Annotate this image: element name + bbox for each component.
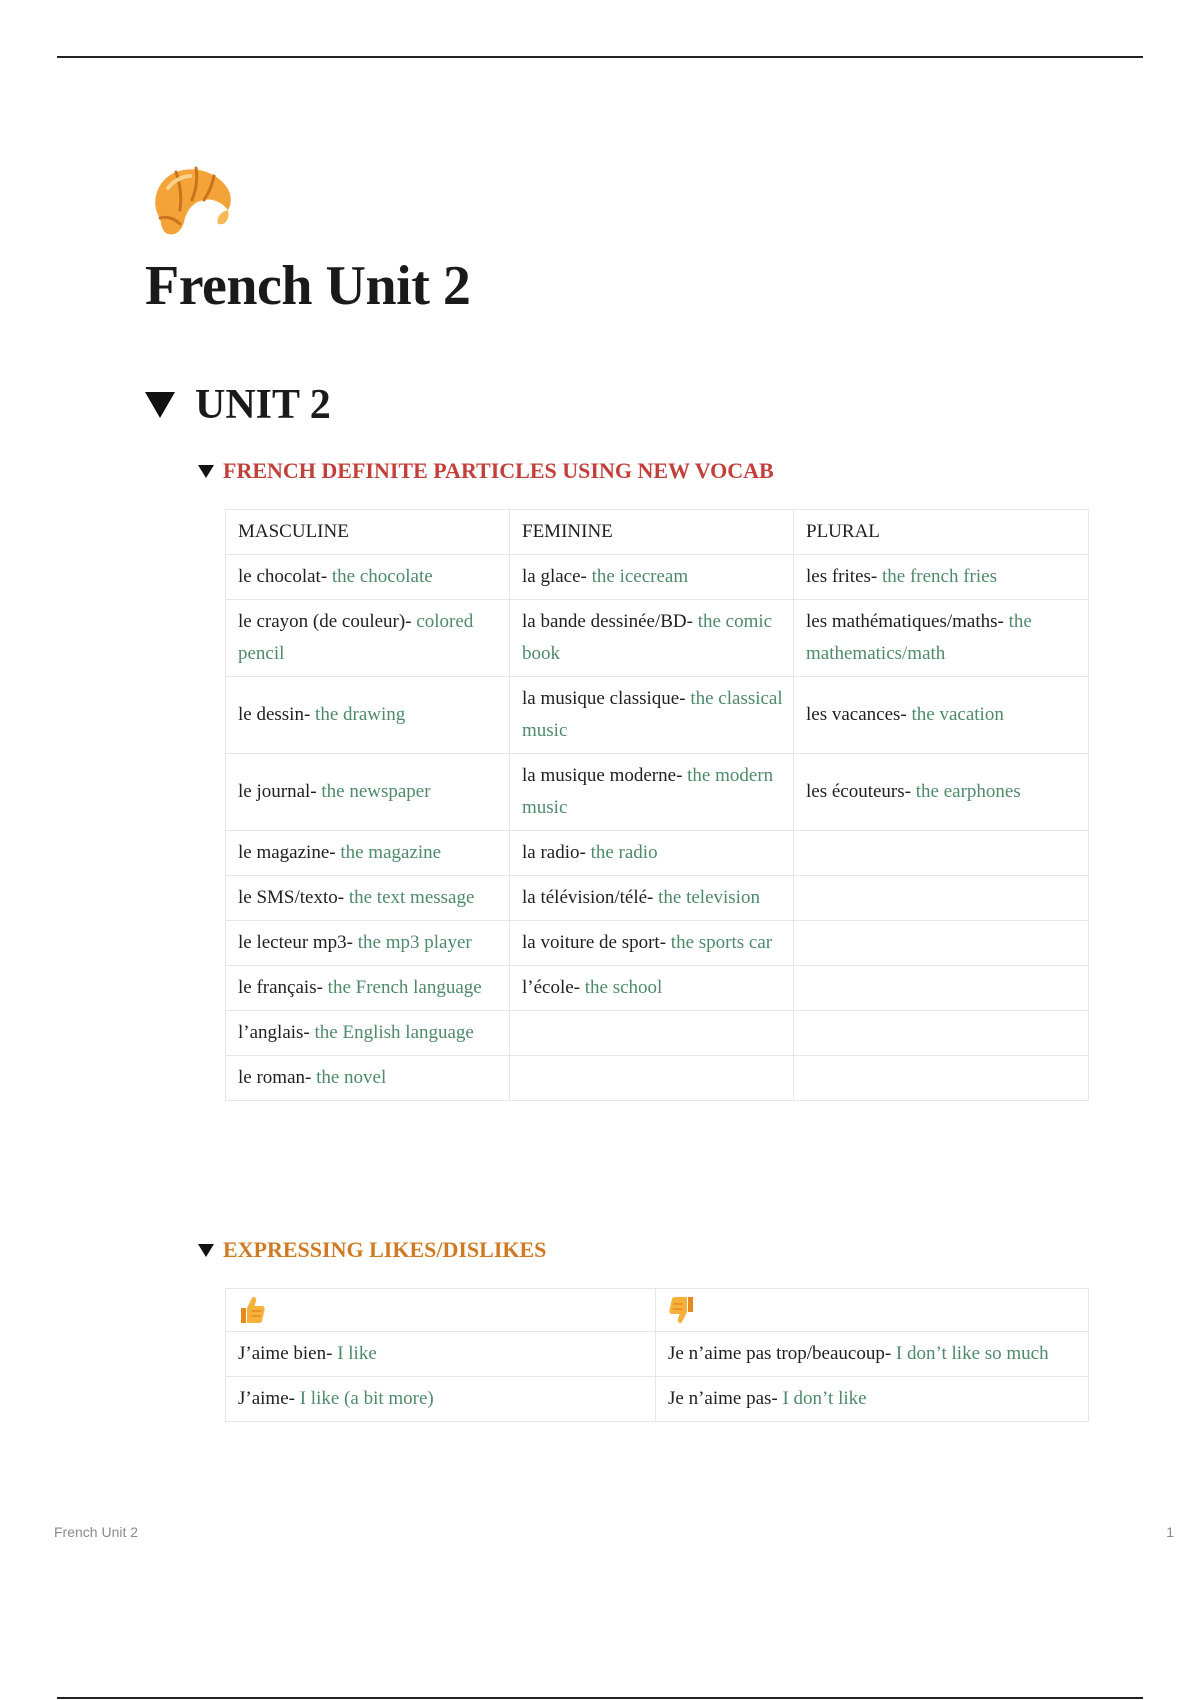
table-row: [226, 1011, 1089, 1056]
header-plural: PLURAL: [794, 510, 1089, 555]
table-cell: [794, 1056, 1089, 1101]
footer-page-number: 1: [1166, 1524, 1174, 1540]
english-translation: the mp3 player: [357, 932, 472, 953]
english-translation: the comic book: [522, 611, 773, 664]
french-term: la voiture de sport-: [522, 932, 671, 953]
french-term: les frites-: [806, 566, 882, 587]
french-term: le SMS/texto-: [238, 887, 349, 908]
french-term: J’aime bien-: [238, 1343, 338, 1364]
table-cell: [510, 754, 794, 831]
table-cell: [794, 555, 1089, 600]
table-cell: [226, 921, 510, 966]
table-cell: [510, 831, 794, 876]
table-cell: [510, 677, 794, 754]
table-cell: [794, 600, 1089, 677]
table-header-row: [226, 1289, 1089, 1332]
french-term: les vacances-: [806, 704, 912, 725]
french-term: Je n’aime pas trop/beaucoup-: [668, 1343, 896, 1364]
particles-heading: FRENCH DEFINITE PARTICLES USING NEW VOCAB: [223, 458, 774, 483]
table-cell: [510, 1056, 794, 1101]
particles-table: [225, 509, 1089, 1101]
table-cell: [656, 1377, 1089, 1422]
english-translation: the french fries: [881, 566, 997, 587]
table-cell: [510, 966, 794, 1011]
table-row: [226, 555, 1089, 600]
english-translation: the vacation: [911, 704, 1004, 725]
french-term: le chocolat-: [238, 566, 332, 587]
english-translation: the modern music: [522, 765, 774, 818]
table-cell: [794, 1011, 1089, 1056]
table-cell: [794, 677, 1089, 754]
english-translation: the English language: [314, 1022, 474, 1043]
english-translation: the drawing: [315, 704, 406, 725]
french-term: les mathématiques/maths-: [806, 611, 1009, 632]
table-cell: [226, 1332, 656, 1377]
table-cell: [226, 754, 510, 831]
likes-heading: EXPRESSING LIKES/DISLIKES: [223, 1237, 547, 1262]
english-translation: the newspaper: [321, 781, 431, 802]
table-cell: [510, 1011, 794, 1056]
dislikes-header-cell: [656, 1289, 1089, 1332]
table-cell: [510, 555, 794, 600]
french-term: la radio-: [522, 842, 591, 863]
table-cell: [226, 831, 510, 876]
english-translation: the icecream: [591, 566, 689, 587]
french-term: la musique moderne-: [522, 765, 688, 786]
french-term: la glace-: [522, 566, 592, 587]
table-row: [226, 1056, 1089, 1101]
english-translation: the magazine: [340, 842, 442, 863]
english-translation: the sports car: [670, 932, 773, 953]
english-translation: colored pencil: [238, 611, 474, 664]
french-term: J’aime-: [238, 1388, 300, 1409]
page-title: French Unit 2: [145, 255, 471, 317]
french-term: la musique classique-: [522, 688, 691, 709]
table-cell: [510, 876, 794, 921]
table-cell: [226, 1011, 510, 1056]
french-term: le roman-: [238, 1067, 317, 1088]
unit-toggle[interactable]: [145, 384, 331, 426]
french-term: la télévision/télé-: [522, 887, 659, 908]
table-cell: [226, 600, 510, 677]
table-row: [226, 921, 1089, 966]
english-translation: the classical music: [522, 688, 783, 741]
french-term: le lecteur mp3-: [238, 932, 358, 953]
french-term: l’anglais-: [238, 1022, 315, 1043]
english-translation: I don’t like so much: [895, 1343, 1049, 1364]
bottom-rule: [57, 1697, 1143, 1699]
table-row: [226, 1332, 1089, 1377]
likes-toggle[interactable]: [198, 1239, 546, 1261]
french-term: l’école-: [522, 977, 585, 998]
particles-toggle[interactable]: [198, 460, 774, 482]
table-row: [226, 600, 1089, 677]
table-cell: [226, 966, 510, 1011]
thumbs-down-icon: [668, 1295, 1078, 1325]
english-translation: the chocolate: [331, 566, 433, 587]
english-translation: I like: [337, 1343, 377, 1364]
english-translation: I like (a bit more): [299, 1388, 434, 1409]
table-cell: [510, 921, 794, 966]
table-cell: [226, 1377, 656, 1422]
table-row: [226, 677, 1089, 754]
header-feminine: FEMININE: [510, 510, 794, 555]
table-cell: [226, 677, 510, 754]
french-term: la bande dessinée/BD-: [522, 611, 698, 632]
table-cell: [226, 876, 510, 921]
french-term: le français-: [238, 977, 328, 998]
unit-heading: UNIT 2: [195, 382, 331, 428]
english-translation: the text message: [348, 887, 475, 908]
french-term: le dessin-: [238, 704, 316, 725]
header-masculine: MASCULINE: [226, 510, 510, 555]
table-cell: [226, 1056, 510, 1101]
top-rule: [57, 56, 1143, 58]
table-row: [226, 831, 1089, 876]
table-row: [226, 876, 1089, 921]
toggle-triangle-icon[interactable]: [198, 465, 214, 478]
french-term: le magazine-: [238, 842, 341, 863]
table-row: [226, 1377, 1089, 1422]
english-translation: the school: [584, 977, 663, 998]
table-cell: [794, 876, 1089, 921]
english-translation: the radio: [590, 842, 658, 863]
english-translation: the French language: [327, 977, 482, 998]
table-cell: [656, 1332, 1089, 1377]
thumbs-up-icon: [238, 1295, 645, 1325]
english-translation: the novel: [316, 1067, 387, 1088]
english-translation: the earphones: [915, 781, 1021, 802]
likes-table: [225, 1288, 1089, 1422]
table-cell: [794, 831, 1089, 876]
table-header-row: [226, 510, 1089, 555]
table-cell: [794, 966, 1089, 1011]
french-term: Je n’aime pas-: [668, 1388, 783, 1409]
table-cell: [226, 555, 510, 600]
footer-title: French Unit 2: [54, 1524, 139, 1540]
table-cell: [794, 754, 1089, 831]
table-row: [226, 966, 1089, 1011]
english-translation: the television: [658, 887, 760, 908]
table-row: [226, 754, 1089, 831]
likes-header-cell: [226, 1289, 656, 1332]
table-cell: [794, 921, 1089, 966]
toggle-triangle-icon[interactable]: [198, 1244, 214, 1257]
french-term: le crayon (de couleur)-: [238, 611, 417, 632]
french-term: les écouteurs-: [806, 781, 916, 802]
croissant-icon: [146, 158, 236, 242]
english-translation: I don’t like: [782, 1388, 867, 1409]
english-translation: the mathematics/math: [806, 611, 1032, 664]
table-cell: [510, 600, 794, 677]
french-term: le journal-: [238, 781, 322, 802]
toggle-triangle-icon[interactable]: [145, 392, 175, 418]
